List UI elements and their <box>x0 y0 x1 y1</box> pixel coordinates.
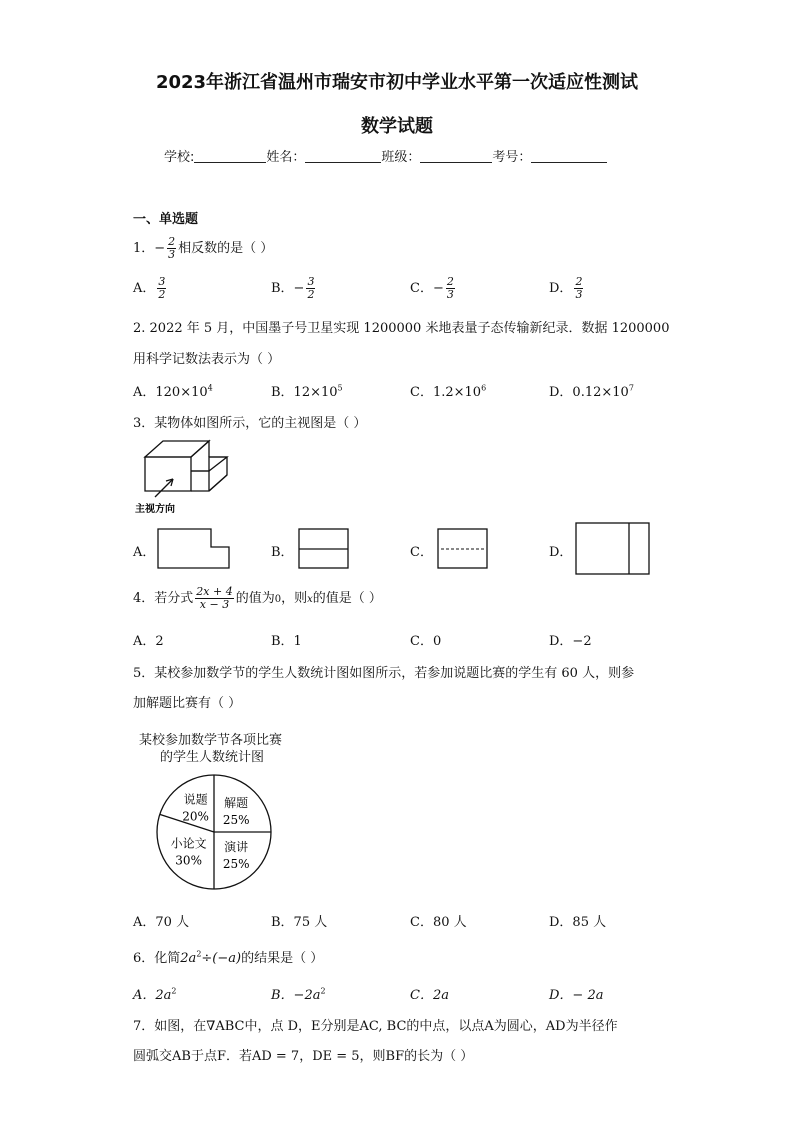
school-label: 学校: <box>164 150 195 165</box>
q6-exp: 2 <box>196 949 202 959</box>
q1-fraction <box>167 236 176 261</box>
pie-slice-value-1: 25% <box>222 812 250 827</box>
q6-suffix: 的结果是（ ） <box>241 951 324 966</box>
question-5-line-2: 加解题比赛有（ ） <box>133 696 242 711</box>
q6-option-c <box>410 984 449 1003</box>
question-7-line-1: 7．如图，在∇ABC中，点 D，E分别是AC, BC的中点，以点A为圆心，AD为半径作 <box>133 1019 618 1034</box>
pie-slice-label-1: 解题 <box>224 795 249 810</box>
pie-slice-label-2: 演讲 <box>224 840 249 855</box>
q1-d-num: 2 <box>575 275 583 288</box>
id-blank <box>531 149 607 163</box>
q4-option-c: C．0 <box>410 634 442 649</box>
q5-option-b: B．75 人 <box>271 915 328 930</box>
q1-option-a <box>133 276 168 301</box>
question-6 <box>133 947 323 966</box>
q3-option-a-shape <box>157 528 231 570</box>
pie-chart-title: 某校参加数学节各项比赛 <box>139 733 283 748</box>
question-3: 3．某物体如图所示，它的主视图是（ ） <box>133 416 367 431</box>
q1-c-num: 2 <box>446 275 454 288</box>
q4-mid2: ，则 <box>281 591 308 606</box>
student-info-line <box>164 146 607 165</box>
q4-frac-den: x − 3 <box>199 598 230 611</box>
q4-mid: 的值为 <box>235 591 275 606</box>
q2-d-exp: 7 <box>628 383 634 393</box>
q3-option-c-shape <box>437 528 489 570</box>
class-label: 班级： <box>381 150 421 165</box>
q5-option-a: A．70 人 <box>133 915 190 930</box>
pie-slice-label-4: 说题 <box>183 792 208 807</box>
pie-slice-value-3: 30% <box>175 853 202 868</box>
name-label: 姓名： <box>266 150 306 165</box>
pie-slice-value-2: 25% <box>222 857 250 872</box>
q6-b-exp: 2 <box>320 986 326 996</box>
q4-x: x <box>307 594 313 605</box>
school-blank <box>194 149 266 163</box>
q6-b-text: B．−2a <box>271 988 321 1003</box>
q1-a-den: 2 <box>158 288 166 301</box>
q6-option-a <box>133 984 177 1003</box>
q3-option-b: B． <box>271 545 294 560</box>
question-4 <box>133 586 382 611</box>
q6-c-text: C．2a <box>410 988 449 1003</box>
q3-option-d: D． <box>549 545 573 560</box>
q4-option-b: B．1 <box>271 634 302 649</box>
solid-top-edge <box>191 441 209 457</box>
solid-step <box>191 457 227 471</box>
q1-d-frac <box>574 276 583 301</box>
q2-d-text: D．0.12×10 <box>549 385 629 400</box>
name-blank <box>305 149 381 163</box>
q6-expr2: ÷(−a) <box>201 951 242 966</box>
q2-option-b <box>271 381 343 400</box>
q1-suffix: 相反数的是（ ） <box>178 241 274 256</box>
q3-option-d-shape <box>575 522 651 576</box>
q2-option-d <box>549 381 634 400</box>
q6-a-exp: 2 <box>171 986 177 996</box>
q5-option-d: D．85 人 <box>549 915 607 930</box>
view-direction-label: 主视方向 <box>135 504 175 515</box>
q6-option-b <box>271 984 326 1003</box>
q4-fraction <box>195 586 233 611</box>
q1-prefix: 1．− <box>133 241 166 256</box>
q1-c-den: 3 <box>446 288 454 301</box>
question-1 <box>133 236 273 261</box>
q4-frac-num: 2x + 4 <box>196 585 233 598</box>
q1-frac-num: 2 <box>168 235 176 248</box>
solid-step-front <box>191 471 209 491</box>
q1-a-label: A． <box>133 281 156 296</box>
pie-chart-subtitle: 的学生人数统计图 <box>160 750 265 765</box>
q1-c-label: C．− <box>410 281 444 296</box>
q3-solid-figure <box>133 437 243 517</box>
id-label: 考号： <box>492 150 532 165</box>
pie-chart <box>150 772 280 892</box>
q6-prefix: 6．化简 <box>133 951 181 966</box>
pie-slice-label-3: 小论文 <box>170 836 207 851</box>
q1-c-frac <box>446 276 455 301</box>
q5-option-c: C．80 人 <box>410 915 467 930</box>
q1-d-label: D． <box>549 281 573 296</box>
solid-front-high <box>145 457 191 491</box>
section-heading: 一、单选题 <box>133 212 199 227</box>
q1-d-den: 3 <box>575 288 583 301</box>
q4-prefix: 4．若分式 <box>133 591 194 606</box>
q1-b-label: B．− <box>271 281 305 296</box>
q3-option-a: A． <box>133 545 156 560</box>
q4-option-d: D．−2 <box>549 634 592 649</box>
q1-b-frac <box>306 276 315 301</box>
q6-option-d <box>549 984 603 1003</box>
q4-suffix: 的值是（ ） <box>312 591 382 606</box>
q4-zero: 0 <box>274 594 282 605</box>
question-5-line-1: 5．某校参加数学节的学生人数统计图如图所示，若参加说题比赛的学生有 60 人，则参 <box>133 666 635 681</box>
q1-b-num: 3 <box>307 275 315 288</box>
q6-d-text: D．− 2a <box>549 988 604 1003</box>
pie-slice-value-4: 20% <box>182 809 209 824</box>
view-direction-arrow <box>155 479 173 497</box>
q4-option-a: A．2 <box>133 634 164 649</box>
class-blank <box>420 149 492 163</box>
q2-c-text: C．1.2×10 <box>410 385 482 400</box>
question-2-line-2: 用科学记数法表示为（ ） <box>133 352 281 367</box>
q6-expr: 2a <box>180 951 197 966</box>
exam-title: 2023年浙江省温州市瑞安市初中学业水平第一次适应性测试 <box>155 72 639 93</box>
q1-option-b <box>271 276 317 301</box>
q1-option-c <box>410 276 457 301</box>
question-7-line-2: 圆弧交AB于点F．若AD = 7，DE = 5，则BF的长为（ ） <box>133 1049 474 1064</box>
q2-a-exp: 4 <box>207 383 213 393</box>
q2-a-text: A．120×10 <box>133 385 208 400</box>
q3-option-c: C． <box>410 545 433 560</box>
q3-option-b-shape <box>298 528 350 570</box>
exam-subtitle: 数学试题 <box>361 116 433 137</box>
q1-option-d <box>549 276 585 301</box>
q2-b-text: B．12×10 <box>271 385 338 400</box>
q2-option-c <box>410 381 486 400</box>
q6-a-text: A．2a <box>133 988 172 1003</box>
q1-a-num: 3 <box>158 275 166 288</box>
q2-b-exp: 5 <box>337 383 343 393</box>
q2-option-a <box>133 381 213 400</box>
q1-a-frac <box>157 276 166 301</box>
q1-frac-den: 3 <box>168 248 176 261</box>
q2-c-exp: 6 <box>481 383 487 393</box>
q1-b-den: 2 <box>307 288 315 301</box>
question-2-line-1: 2. 2022 年 5 月，中国墨子号卫星实现 1200000 米地表量子态传输新纪录．数据 1200000 <box>133 321 670 336</box>
